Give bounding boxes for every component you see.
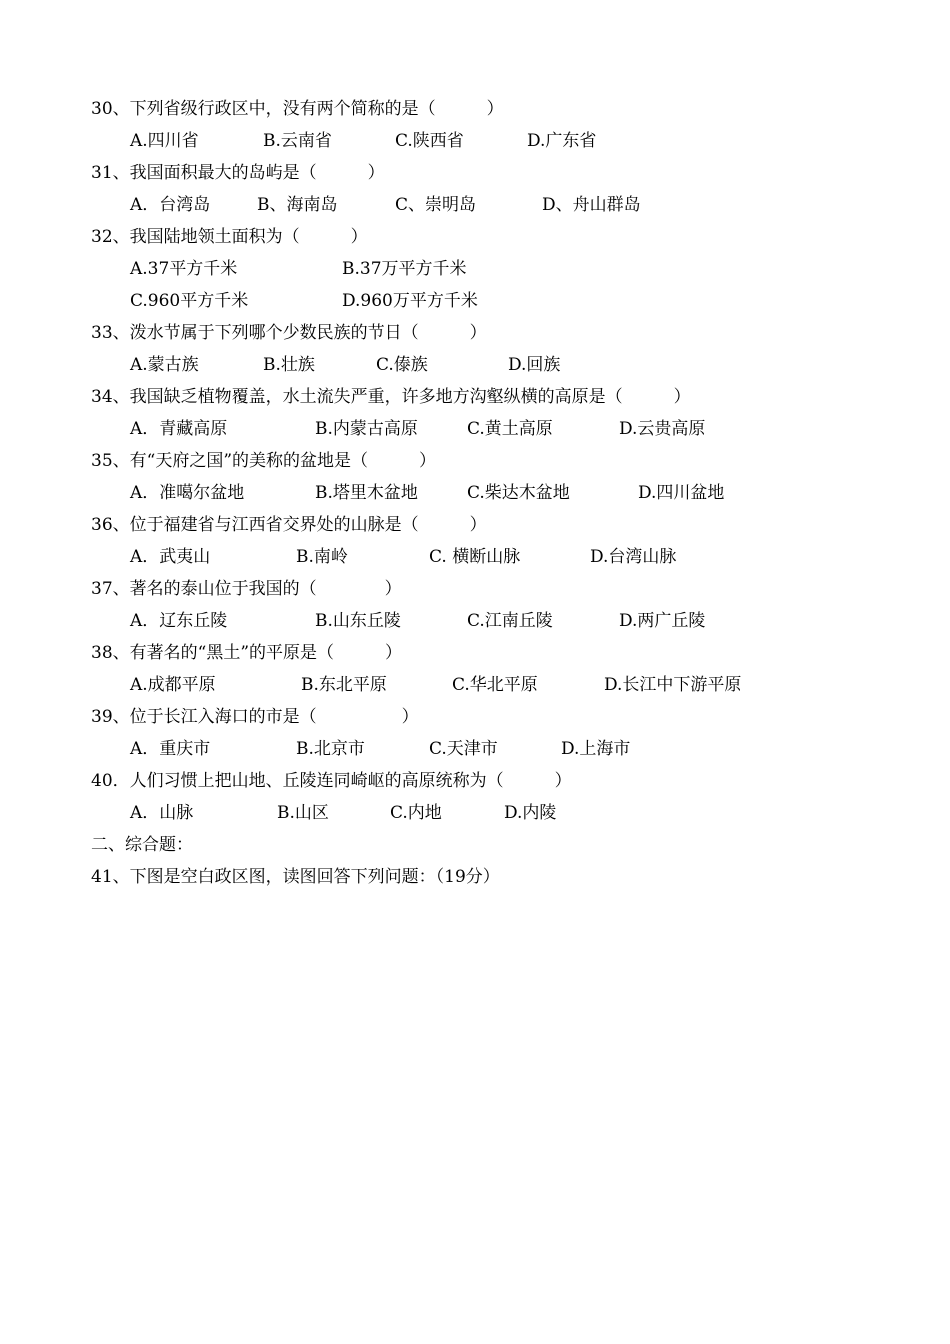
option-a: A．重庆市 xyxy=(130,739,211,759)
option-b: B.山区 xyxy=(277,803,329,823)
option-c: C、崇明岛 xyxy=(395,195,477,215)
option-c: C.黄土高原 xyxy=(467,419,553,439)
option-a: A．山脉 xyxy=(130,803,194,823)
option-d: D.台湾山脉 xyxy=(590,547,677,567)
option-c: C.陕西省 xyxy=(395,131,464,151)
option-b: B.东北平原 xyxy=(301,675,387,695)
option-b: B.北京市 xyxy=(296,739,365,759)
option-c: C.天津市 xyxy=(429,739,498,759)
option-a: A.蒙古族 xyxy=(130,355,199,375)
option-a: A.成都平原 xyxy=(130,675,216,695)
option-b: B.塔里木盆地 xyxy=(315,483,418,503)
option-d: D.两广丘陵 xyxy=(619,611,706,631)
option-d: D.内陵 xyxy=(504,803,557,823)
question-36-stem: 36、位于福建省与江西省交界处的山脉是（ ） xyxy=(91,515,487,535)
option-d: D.长江中下游平原 xyxy=(604,675,742,695)
option-c: C. 横断山脉 xyxy=(429,547,521,567)
option-a: A．青藏高原 xyxy=(130,419,228,439)
option-d: D.上海市 xyxy=(561,739,631,759)
option-a: A.四川省 xyxy=(130,131,199,151)
option-a: A．准噶尔盆地 xyxy=(130,483,245,503)
option-c: C.960平方千米 xyxy=(130,291,249,311)
section-heading: 二、综合题： xyxy=(91,835,193,855)
option-b: B.内蒙古高原 xyxy=(315,419,418,439)
option-d: D、舟山群岛 xyxy=(542,195,641,215)
option-b: B、海南岛 xyxy=(257,195,338,215)
option-d: D.四川盆地 xyxy=(638,483,725,503)
question-31-stem: 31、我国面积最大的岛屿是（ ） xyxy=(91,163,385,183)
option-a: A．辽东丘陵 xyxy=(130,611,228,631)
question-34-stem: 34、我国缺乏植物覆盖，水土流失严重，许多地方沟壑纵横的高原是（ ） xyxy=(91,387,691,407)
option-c: C.江南丘陵 xyxy=(467,611,553,631)
option-b: B.云南省 xyxy=(263,131,332,151)
option-b: B.37万平方千米 xyxy=(342,259,467,279)
option-c: C.柴达木盆地 xyxy=(467,483,570,503)
option-b: B.壮族 xyxy=(263,355,315,375)
question-32-stem: 32、我国陆地领土面积为（ ） xyxy=(91,227,368,247)
question-35-stem: 35、有“天府之国”的美称的盆地是（ ） xyxy=(91,451,437,471)
option-c: C.内地 xyxy=(390,803,442,823)
option-a: A．台湾岛 xyxy=(130,195,211,215)
question-33-stem: 33、泼水节属于下列哪个少数民族的节日（ ） xyxy=(91,323,487,343)
option-b: B.山东丘陵 xyxy=(315,611,401,631)
question-41-stem: 41、下图是空白政区图，读图回答下列问题：（19分） xyxy=(91,867,500,887)
question-40-stem: 40．人们习惯上把山地、丘陵连同崎岖的高原统称为（ ） xyxy=(91,771,572,791)
option-d: D.云贵高原 xyxy=(619,419,706,439)
option-a: A.37平方千米 xyxy=(130,259,238,279)
option-c: C.华北平原 xyxy=(452,675,538,695)
option-a: A．武夷山 xyxy=(130,547,211,567)
option-b: B.南岭 xyxy=(296,547,348,567)
option-d: D.广东省 xyxy=(527,131,597,151)
option-d: D.960万平方千米 xyxy=(342,291,478,311)
question-39-stem: 39、位于长江入海口的市是（ ） xyxy=(91,707,419,727)
question-37-stem: 37、著名的泰山位于我国的（ ） xyxy=(91,579,402,599)
question-38-stem: 38、有著名的“黑土”的平原是（ ） xyxy=(91,643,403,663)
option-d: D.回族 xyxy=(508,355,561,375)
question-30-stem: 30、下列省级行政区中，没有两个简称的是（ ） xyxy=(91,99,504,119)
option-c: C.傣族 xyxy=(376,355,428,375)
